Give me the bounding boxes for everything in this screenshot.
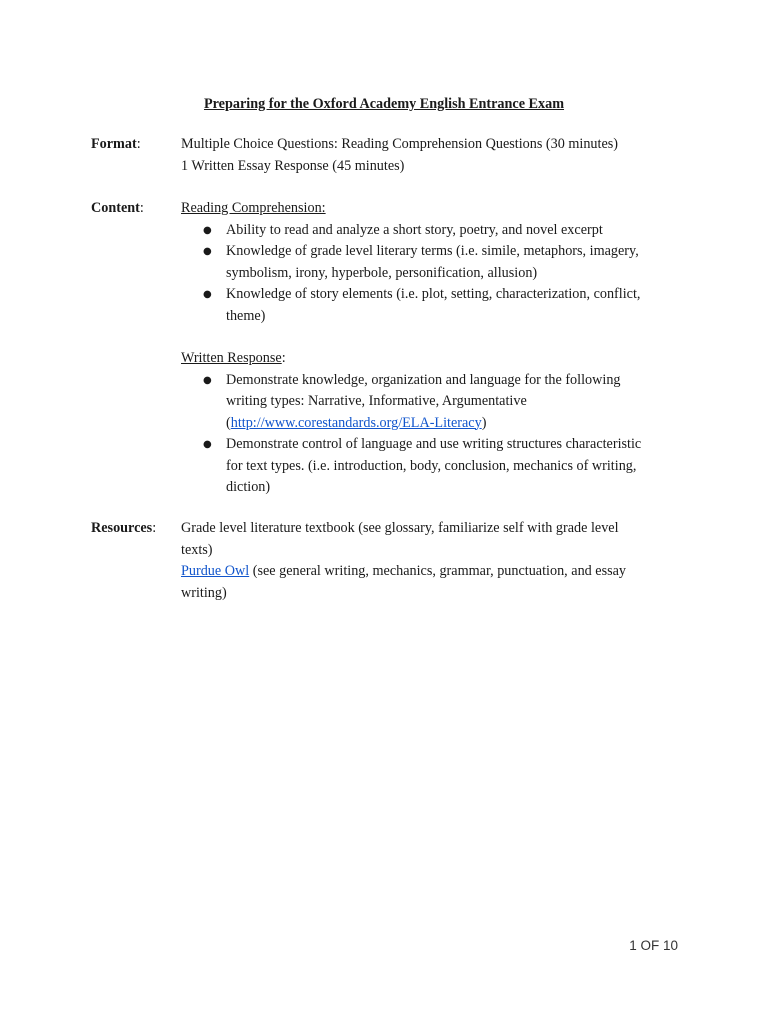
resources-label-colon: : xyxy=(152,520,157,536)
written-bullet-list xyxy=(181,370,681,499)
resources-link-tail: (see general writing, mechanics, grammar, punctuation, and essay xyxy=(249,563,627,579)
content-label-text: Content xyxy=(91,200,140,216)
bullet-icon: ● xyxy=(203,289,212,300)
list-item xyxy=(181,434,681,499)
bullet-text: Ability to read and analyze a short story, poetry, and novel excerpt xyxy=(226,221,603,238)
bullet-text: Knowledge of story elements (i.e. plot, setting, characterization, conflict, xyxy=(226,286,641,302)
written-response-heading-text: Written Response xyxy=(181,350,282,366)
corestandards-link[interactable]: http://www.corestandards.org/ELA-Literacy xyxy=(230,414,482,431)
purdue-owl-link[interactable]: Purdue Owl xyxy=(181,563,250,579)
format-line: Multiple Choice Questions: Reading Comprehension Questions (30 minutes) xyxy=(181,136,619,152)
resources-line xyxy=(181,561,681,583)
list-item xyxy=(181,284,681,327)
paren-open: ( xyxy=(226,414,231,431)
list-item xyxy=(181,241,681,284)
content-body xyxy=(181,198,681,499)
content-label xyxy=(91,198,179,220)
written-response-colon: : xyxy=(281,350,286,366)
bullet-text xyxy=(226,413,681,435)
bullet-text: diction) xyxy=(226,479,271,495)
format-label xyxy=(91,134,179,156)
format-label-text: Format xyxy=(91,136,137,152)
content-label-colon: : xyxy=(139,200,144,216)
resources-line: writing) xyxy=(181,584,227,601)
bullet-text: for text types. (i.e. introduction, body, conclusion, mechanics of writing, xyxy=(226,457,637,474)
written-response-heading xyxy=(181,348,681,370)
paren-close: ) xyxy=(481,414,487,431)
bullet-text: writing types: Narrative, Informative, Argumentative xyxy=(226,393,527,409)
reading-bullet-list xyxy=(181,220,681,328)
resources-line: texts) xyxy=(181,541,213,558)
bullet-icon: ● xyxy=(203,374,212,386)
resources-body xyxy=(181,518,681,604)
page-indicator: 1 OF 10 xyxy=(629,938,678,953)
bullet-text: symbolism, irony, hyperbole, personification, allusion) xyxy=(226,264,538,281)
resources-label-text: Resources xyxy=(91,520,153,536)
format-body xyxy=(181,134,681,177)
resources-label xyxy=(91,518,179,540)
list-item xyxy=(181,220,681,242)
format-line: 1 Written Essay Response (45 minutes) xyxy=(181,157,405,174)
page-title: Preparing for the Oxford Academy English Entrance Exam xyxy=(203,96,565,112)
bullet-icon: ● xyxy=(203,439,212,450)
bullet-text: Demonstrate knowledge, organization and language for the following xyxy=(226,371,621,388)
resources-line: Grade level literature textbook (see glossary, familiarize self with grade level xyxy=(181,520,619,536)
bullet-icon: ● xyxy=(203,246,212,257)
bullet-text: theme) xyxy=(226,307,266,324)
bullet-text: Knowledge of grade level literary terms (i.e. simile, metaphors, imagery, xyxy=(226,243,639,259)
reading-comprehension-heading: Reading Comprehension: xyxy=(181,200,326,216)
bullet-text: Demonstrate control of language and use writing structures characteristic xyxy=(226,436,642,452)
list-item xyxy=(181,370,681,435)
format-label-colon: : xyxy=(136,136,141,152)
bullet-icon: ● xyxy=(203,224,212,236)
